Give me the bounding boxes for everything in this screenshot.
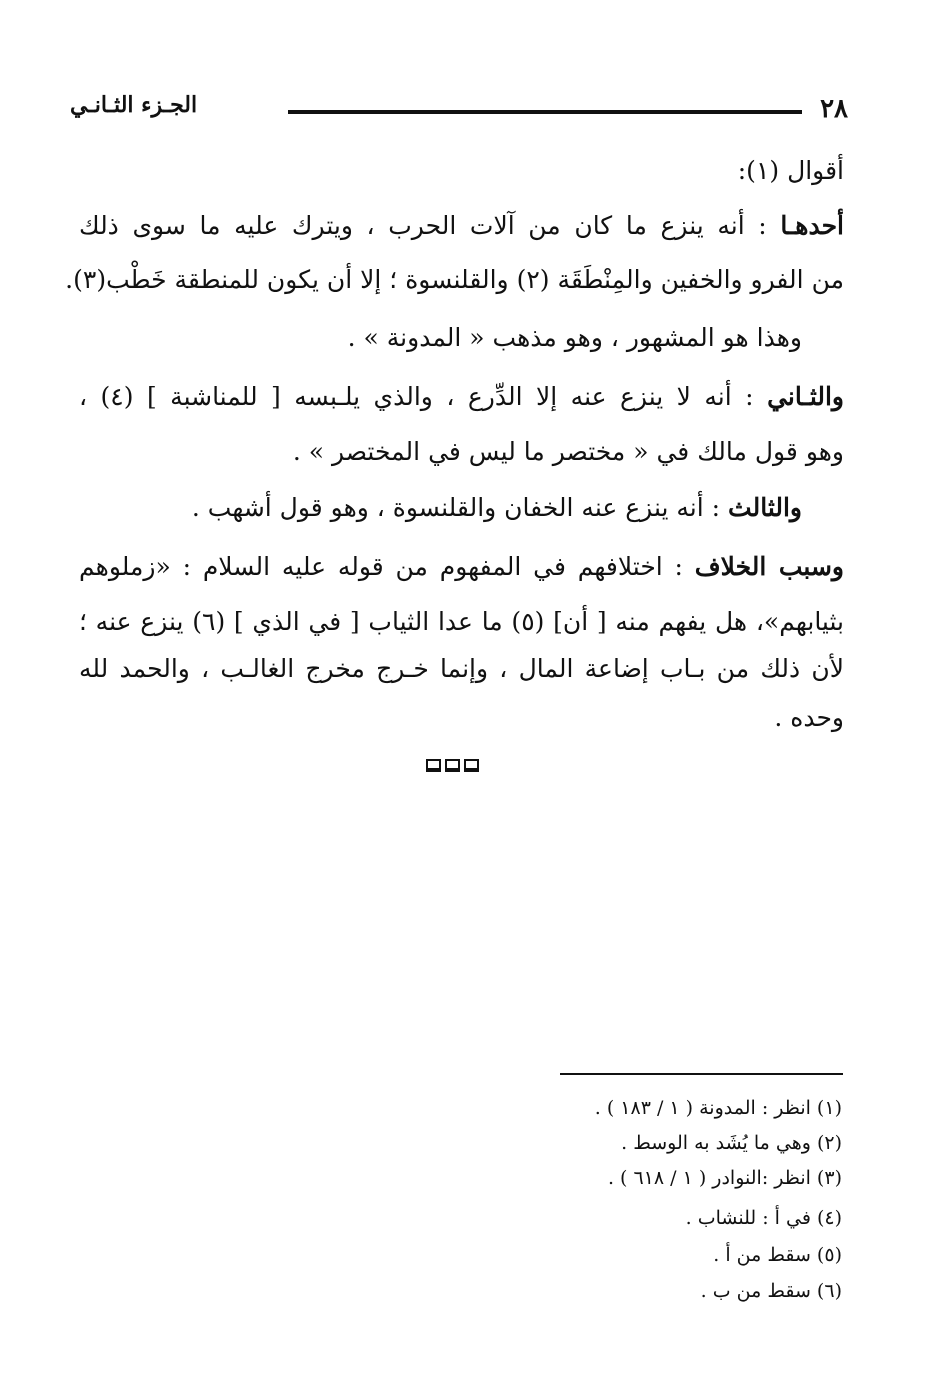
intro-line: أقوال (١):: [737, 156, 844, 185]
footnote-2: (٢) وهي ما يُشَد به الوسط .: [621, 1132, 842, 1154]
footnote-separator: [560, 1073, 843, 1075]
paragraph-fifth-line4: وحده .: [774, 703, 844, 732]
section-end-ornament: [426, 759, 479, 772]
paragraph-text: : اختلافهم في المفهوم من قوله عليه السلام : «زملوهم: [79, 552, 683, 581]
paragraph-first-line2: من الفرو والخفين والمِنْطَقَة (٢) والقلنسوة ؛ إلا أن يكون للمنطقة خَطْب(٣).: [65, 265, 844, 294]
header-rule: [288, 110, 802, 114]
ornament-square: [426, 759, 441, 772]
paragraph-lead: أحدهـا: [780, 211, 844, 240]
paragraph-lead: وسبب الخلاف: [694, 552, 844, 581]
footnote-5: (٥) سقط من أ .: [713, 1244, 842, 1266]
page-number: ٢٨: [820, 94, 848, 124]
ornament-square: [464, 759, 479, 772]
paragraph-text: : أنه ينزع ما كان من آلات الحرب ، ويترك عليه ما سوى ذلك: [79, 211, 767, 240]
paragraph-lead: والثـاني: [767, 382, 844, 411]
paragraph-text: : أنه لا ينزع عنه إلا الدِّرع ، والذي يلـبسه [ للمناشبة ] (٤) ،: [79, 382, 754, 411]
running-title: الجـزء الثـانـي: [70, 92, 198, 118]
paragraph-lead: والثالث: [728, 493, 802, 522]
paragraph-fifth-line1: [79, 539, 844, 595]
ornament-square: [445, 759, 460, 772]
paragraph-second: وهذا هو المشهور ، وهو مذهب « المدونة » .: [347, 323, 802, 352]
page-header: [70, 94, 850, 134]
paragraph-fifth-line2: بثيابهم»، هل يفهم منه [ أن] (٥) ما عدا الثياب [ في الذي ] (٦) ينزع عنه ؛: [79, 607, 844, 636]
paragraph-first-line1: [79, 198, 844, 254]
paragraph-third-line1: [79, 369, 844, 425]
paragraph-third-line2: وهو قول مالك في « مختصر ما ليس في المختصر » .: [292, 437, 844, 466]
footnote-4: (٤) في أ : للنشاب .: [685, 1207, 842, 1229]
footnote-6: (٦) سقط من ب .: [700, 1280, 842, 1302]
footnote-1: (١) انظر : المدونة ( ١ / ١٨٣ ) .: [594, 1097, 842, 1119]
paragraph-fifth-line3: لأن ذلك من بـاب إضاعة المال ، وإنما خـرج مخرج الغالـب ، والحمد لله: [79, 654, 844, 683]
paragraph-fourth: [79, 480, 802, 536]
footnote-3: (٣) انظر :النوادر ( ١ / ٦١٨ ) .: [607, 1167, 842, 1189]
paragraph-text: : أنه ينزع عنه الخفان والقلنسوة ، وهو قول أشهب .: [191, 493, 721, 522]
